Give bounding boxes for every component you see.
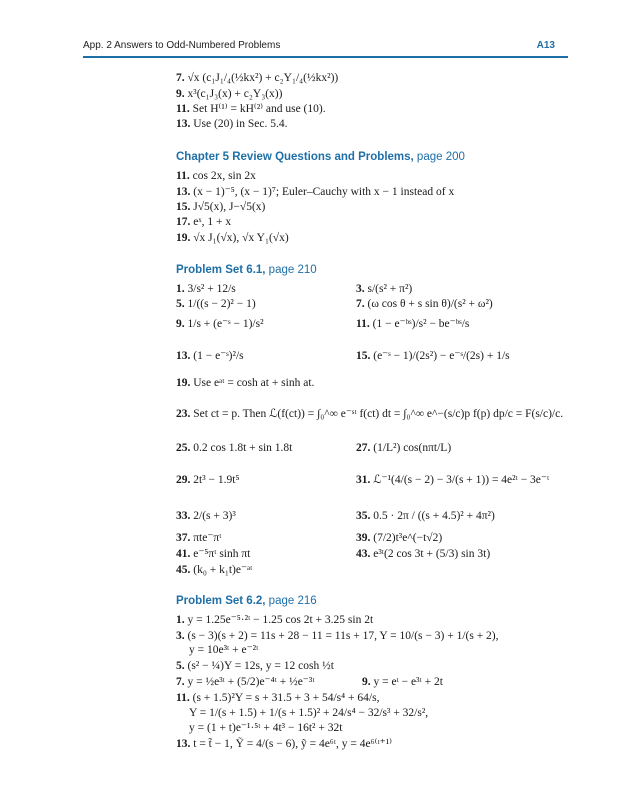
section-heading-ps62: Problem Set 6.2, page 216 [176, 595, 317, 607]
header-rule [83, 56, 568, 58]
answer-line: 11. (1 − e⁻ᵇˢ)/s² − be⁻ᵇˢ/s [356, 318, 470, 330]
answer-line: 41. e⁻⁵πᵗ sinh πt [176, 548, 251, 560]
answer-line: 13. t = t̃ − 1, Ỹ = 4/(s − 6), ỹ = 4e⁶ᵗ, y = 4e⁶⁽ᵗ⁺¹⁾ [176, 738, 392, 750]
answer-line: 39. (7/2)t³e^(−t√2) [356, 532, 443, 544]
answer-line: 13. (x − 1)⁻⁵, (x − 1)⁷; Euler–Cauchy with x − 1 instead of x [176, 186, 455, 198]
answer-line: 5. (s² − ¼)Y = 12s, y = 12 cosh ½t [176, 660, 334, 672]
answer-line: 19. Use eᵃᵗ = cosh at + sinh at. [176, 377, 315, 389]
answer-line: y = (1 + t)e⁻¹·⁵ᵗ + 4t³ − 16t² + 32t [189, 722, 343, 734]
answer-line: 1. y = 1.25e⁻⁵·²ᵗ − 1.25 cos 2t + 3.25 sin 2t [176, 614, 374, 626]
answer-line: 45. (k₀ + k₁t)e⁻ᵃᵗ [176, 564, 253, 576]
answer-line: 5. 1/((s − 2)² − 1) [176, 298, 256, 310]
answer-line: 1. 3/s² + 12/s [176, 283, 236, 295]
answer-line: 35. 0.5 · 2π / ((s + 4.5)² + 4π²) [356, 510, 495, 522]
answer-line: 11. cos 2x, sin 2x [176, 170, 256, 182]
section-heading-ch5: Chapter 5 Review Questions and Problems, page 200 [176, 151, 465, 163]
answer-line: 13. Use (20) in Sec. 5.4. [176, 118, 288, 130]
page-number: A13 [536, 40, 555, 51]
answer-line: 15. (e⁻ˢ − 1)/(2s²) − e⁻ˢ/(2s) + 1/s [356, 350, 510, 362]
answer-line: 31. ℒ⁻¹(4/(s − 2) − 3/(s + 1)) = 4e²ᵗ − 3e⁻ᵗ [356, 474, 550, 486]
answer-line: Y = 1/(s + 1.5) + 1/(s + 1.5)² + 24/s⁴ − 32/s³ + 32/s², [189, 707, 429, 719]
answer-line: 17. eˣ, 1 + x [176, 216, 232, 228]
answer-line: 7. √x (c₁J₁/₄(½kx²) + c₂Y₁/₄(½kx²)) [176, 72, 339, 84]
answer-line: 7. (ω cos θ + s sin θ)/(s² + ω²) [356, 298, 493, 310]
answer-line: y = 10e³ᵗ + e⁻²ᵗ [189, 644, 259, 656]
answer-line: 37. πte⁻πᵗ [176, 532, 222, 544]
answer-line: 33. 2/(s + 3)³ [176, 510, 236, 522]
section-heading-ps61: Problem Set 6.1, page 210 [176, 264, 317, 276]
answer-line: 23. Set ct = p. Then ℒ(f(ct)) = ∫₀^∞ e⁻ˢᵗ f(ct) dt = ∫₀^∞ e^−(s/c)p f(p) dp/c = F(s/c)/c. [176, 408, 564, 420]
answer-line: 25. 0.2 cos 1.8t + sin 1.8t [176, 442, 293, 454]
running-header: App. 2 Answers to Odd-Numbered Problems [83, 40, 281, 51]
answer-line: 11. (s + 1.5)²Y = s + 31.5 + 3 + 54/s⁴ + 64/s, [176, 692, 380, 704]
answer-line: 13. (1 − e⁻ˢ)²/s [176, 350, 244, 362]
answer-line: 3. (s − 3)(s + 2) = 11s + 28 − 11 = 11s + 17, Y = 10/(s − 3) + 1/(s + 2), [176, 630, 499, 642]
answer-line: 27. (1/L²) cos(nπt/L) [356, 442, 452, 454]
answer-line: 43. e³ᵗ(2 cos 3t + (5/3) sin 3t) [356, 548, 491, 560]
answer-line: 19. √x J₁(√x), √x Y₁(√x) [176, 232, 289, 244]
answer-line: 11. Set H⁽¹⁾ = kH⁽²⁾ and use (10). [176, 103, 326, 115]
answer-line: 15. J√5(x), J−√5(x) [176, 201, 266, 213]
answer-line: 9. 1/s + (e⁻ˢ − 1)/s² [176, 318, 264, 330]
answer-line: 3. s/(s² + π²) [356, 283, 413, 295]
answer-line: 29. 2t³ − 1.9t⁵ [176, 474, 240, 486]
answer-line: 7. y = ½e³ᵗ + (5/2)e⁻⁴ᵗ + ½e⁻³ᵗ [176, 676, 315, 688]
answer-line: 9. y = eᵗ − e³ᵗ + 2t [362, 676, 443, 688]
answer-line: 9. x³(c₁J₃(x) + c₂Y₃(x)) [176, 88, 283, 100]
